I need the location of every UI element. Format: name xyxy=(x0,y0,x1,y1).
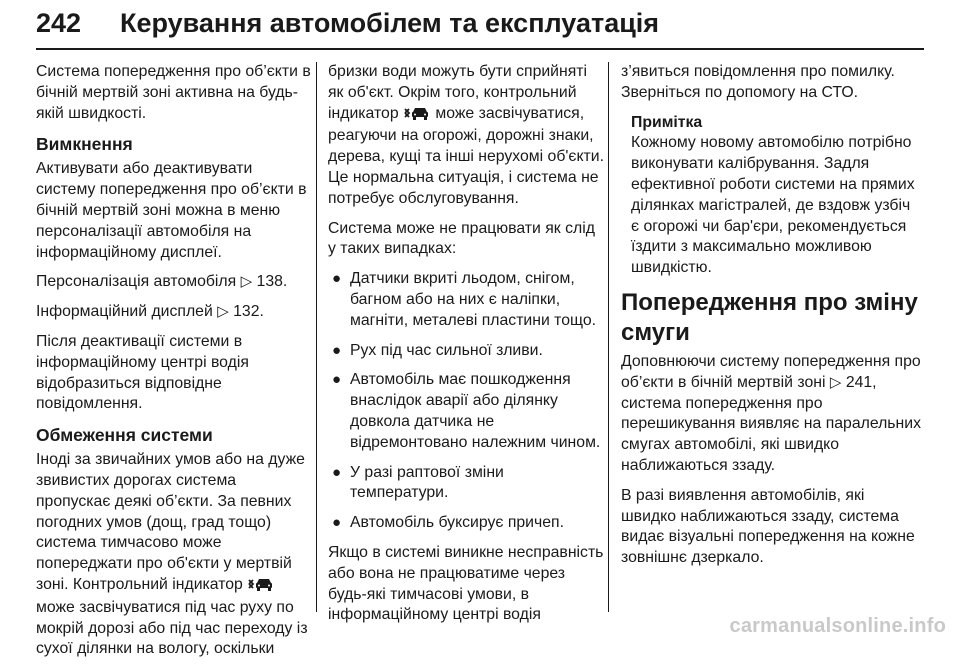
list-item: ● Автомобіль має пошкодження внаслідок аварії або ділянку довкола датчика не відремонтовано належним чином. xyxy=(332,371,601,451)
column-divider-1 xyxy=(316,62,317,612)
may-not-work-paragraph: Система може не працювати як слід у таких випадках: xyxy=(328,219,595,258)
conditions-list xyxy=(328,269,604,534)
page-number: 242 xyxy=(36,8,82,38)
column-divider-2 xyxy=(608,62,609,612)
column-2 xyxy=(328,62,604,635)
column-3 xyxy=(621,62,921,578)
bullet-icon: ● xyxy=(332,270,342,288)
after-disable-paragraph: Після деактивації системи в інформаційному центрі водія відобразиться відповідне повідомлення. xyxy=(36,332,249,413)
list-item: ● Автомобіль буксирує причеп. xyxy=(328,513,604,534)
heading-disable: Вимкнення xyxy=(36,134,133,155)
list-item: ● Рух під час сильної зливи. xyxy=(328,341,604,362)
reference-page: 138. xyxy=(256,273,288,291)
error-message-paragraph: з’явиться повідомлення про помилку. Зверніться по допомогу на СТО. xyxy=(621,63,895,101)
heading-system-limits: Обмеження системи xyxy=(36,425,213,446)
limits-paragraph: Іноді за звичайних умов або на дуже звивистих дорогах система пропускає деякі об’єкти. За певних погодних умов (дощ, град тощо) система тимчасово може попереджати про об'єкти у мертвій зоні. Контрольний індикатор може засвічуватися під час руху по мокрій дорозі або під час переходу із сухої ділянки на вологу, оскільки xyxy=(36,451,308,658)
reference-page: 132. xyxy=(233,303,264,321)
disable-paragraph: Активувати або деактивувати систему попередження про об’єкти в бічній мертвій зоні можна в меню персоналізації автомобіля на інформаційному дисплеї. xyxy=(36,160,307,261)
reference-text: Інформаційний дисплей xyxy=(36,303,213,321)
note-title: Примітка xyxy=(631,113,703,131)
heading-lane-change-alert: Попередження про зміну смуги xyxy=(621,288,918,346)
reference-text: Персоналізація автомобіля xyxy=(36,273,237,291)
intro-paragraph: Система попередження про об’єкти в бічній мертвій зоні активна на будь-якій швидкості. xyxy=(36,63,311,122)
spray-paragraph: бризки води можуть бути сприйняті як об'єкт. Окрім того, контрольний індикатор може засвічуватися, реагуючи на огорожі, дорожні знаки, дерева, кущі та інші нерухомі об'єкти. Це нормальна ситуація, і система не потребує обслуговування. xyxy=(328,63,604,207)
reference-vehicle-personalization[interactable] xyxy=(36,272,312,293)
bullet-icon: ● xyxy=(332,371,342,389)
detection-paragraph: В разі виявлення автомобілів, які швидко наближаються ззаду, система видає візуальні попередження на кожне зовнішнє дзеркало. xyxy=(621,486,915,567)
bullet-icon: ● xyxy=(332,341,342,359)
lane-change-paragraph: Доповнюючи систему попередження про об’єкти в бічній мертвій зоні ▷ 241, система попередження про перешикування виявляє на паралельних смугах автомобілі, які швидко наближаються ззаду. xyxy=(621,352,921,474)
column-1 xyxy=(36,62,312,669)
bullet-icon: ● xyxy=(332,514,342,532)
page-header xyxy=(0,0,960,52)
side-blind-zone-indicator-icon xyxy=(403,106,431,127)
malfunction-paragraph: Якщо в системі виникне несправність або вона не працюватиме через будь-які тимчасові умови, в інформаційному центрі водія xyxy=(328,543,604,624)
reference-arrow-icon: ▷ xyxy=(217,303,229,321)
reference-page[interactable]: 241, xyxy=(845,373,877,391)
reference-arrow-icon[interactable]: ▷ xyxy=(829,373,842,391)
reference-info-display[interactable] xyxy=(36,302,312,323)
reference-arrow-icon: ▷ xyxy=(240,273,253,291)
note-text: Кожному новому автомобілю потрібно виконувати калібрування. Задля ефективної роботи системи на прямих ділянках магістралей, де вздовж узбіч є огорожі чи бар'єри, рекомендується їздити з максимально можливою швидкістю. xyxy=(631,134,915,277)
note-box xyxy=(621,113,921,279)
list-item: ● У разі раптової зміни температури. xyxy=(332,463,504,502)
list-item: ● Датчики вкриті льодом, снігом, багном або на них є наліпки, магніти, металеві пластини тощо. xyxy=(332,270,597,329)
side-blind-zone-indicator-icon xyxy=(247,577,275,598)
header-divider xyxy=(36,48,924,50)
watermark: carmanualsonline.info xyxy=(729,615,946,637)
page-title: Керування автомобілем та експлуатація xyxy=(120,8,660,38)
bullet-icon: ● xyxy=(332,463,342,481)
